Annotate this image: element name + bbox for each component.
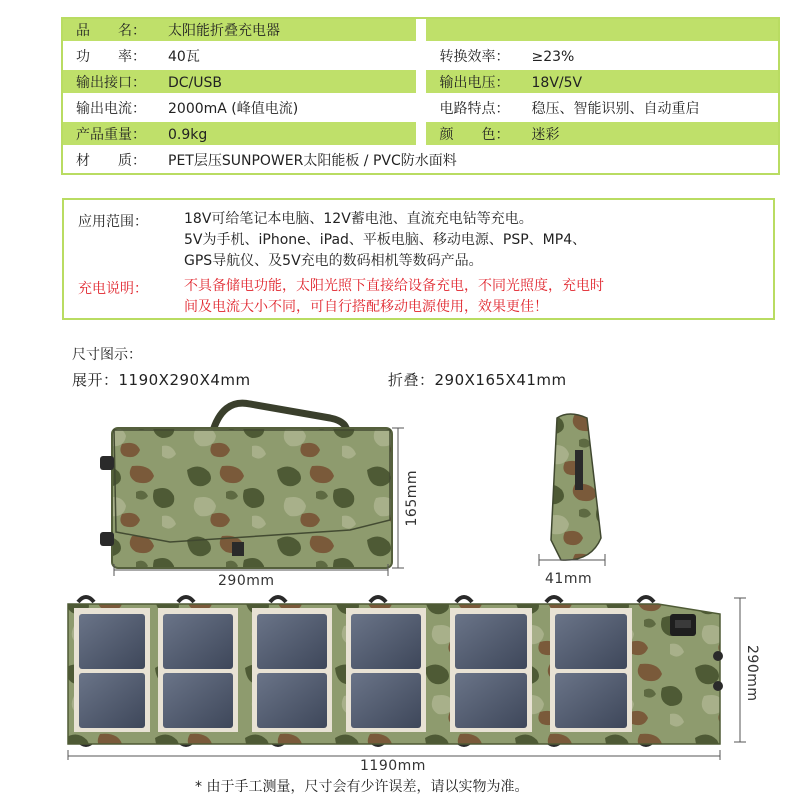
application-box (62, 198, 775, 320)
output-port-value: DC/USB (168, 74, 223, 91)
spec-cell-empty (426, 18, 780, 43)
output-voltage-value: 18V/5V (531, 74, 583, 91)
unfolded-size: 展开：1190X290X4mm (72, 371, 251, 389)
folded-size: 折叠：290X165X41mm (388, 371, 567, 389)
folded-depth-label: 41mm (545, 571, 593, 587)
unfolded-width-label: 1190mm (360, 758, 426, 774)
folded-charger-side-image (535, 410, 615, 575)
output-port-label: 输出接口： (76, 74, 146, 91)
charge-label: 充电说明： (78, 281, 148, 297)
spec-row (62, 95, 779, 121)
spec-cell-output-current (62, 95, 416, 121)
spec-table (62, 18, 779, 174)
output-current-value: 2000mA (峰值电流) (168, 100, 299, 117)
output-voltage-label: 输出电压： (439, 74, 510, 91)
spec-cell-circuit (426, 95, 780, 121)
weight-label: 产品重量： (76, 126, 146, 143)
application-line: 18V可给笔记本电脑、12V蓄电池、直流充电钻等充电。 (184, 211, 533, 227)
product-name-value: 太阳能折叠充电器 (168, 22, 280, 39)
application-line: GPS导航仪、及5V充电的数码相机等数码产品。 (184, 253, 483, 269)
weight-value: 0.9kg (168, 126, 208, 143)
unfolded-charger-image (60, 590, 760, 760)
spec-cell-product-name (62, 18, 416, 43)
spec-cell-weight (62, 121, 416, 147)
circuit-value: 稳压、智能识别、自动重启 (531, 100, 700, 117)
spec-row (62, 121, 779, 147)
material-value: PET层压SUNPOWER太阳能板 / PVC防水面料 (168, 152, 457, 169)
power-value: 40瓦 (168, 48, 200, 65)
spec-row (62, 147, 779, 173)
charge-text (184, 276, 764, 318)
application-text (184, 209, 764, 272)
color-label: 颜 色： (439, 126, 510, 143)
output-current-label: 输出电流： (76, 100, 146, 117)
color-value: 迷彩 (531, 126, 560, 143)
spec-row (62, 43, 779, 69)
footnote: * 由于手工测量，尺寸会有少许误差，请以实物为准。 (195, 779, 529, 795)
application-line: 5V为手机、iPhone、iPad、平板电脑、移动电源、PSP、MP4、 (184, 232, 587, 248)
spec-cell-power (62, 43, 416, 69)
folded-height-label: 165mm (404, 470, 420, 527)
charge-line: 不具备储电功能，太阳光照下直接给设备充电，不同光照度，充电时 (184, 278, 604, 294)
folded-charger-front-image (92, 392, 412, 597)
circuit-label: 电路特点： (439, 100, 510, 117)
spec-cell-output-voltage (426, 69, 780, 95)
material-label: 材 质： (76, 152, 146, 169)
spec-cell-material (62, 147, 779, 173)
folded-width-label: 290mm (218, 573, 275, 589)
spec-cell-efficiency (426, 43, 780, 69)
spec-row (62, 69, 779, 95)
dimensions-title: 尺寸图示： (72, 347, 142, 363)
charge-line: 间及电流大小不同，可自行搭配移动电源使用，效果更佳！ (184, 299, 548, 315)
product-name-label: 品 名： (76, 22, 146, 39)
unfolded-height-label: 290mm (744, 645, 760, 702)
spec-cell-color (426, 121, 780, 147)
spec-cell-output-port (62, 69, 416, 95)
efficiency-value: ≥23% (531, 48, 575, 65)
application-label: 应用范围： (78, 214, 148, 230)
spec-row (62, 18, 779, 43)
efficiency-label: 转换效率： (439, 48, 510, 65)
power-label: 功 率： (76, 48, 146, 65)
